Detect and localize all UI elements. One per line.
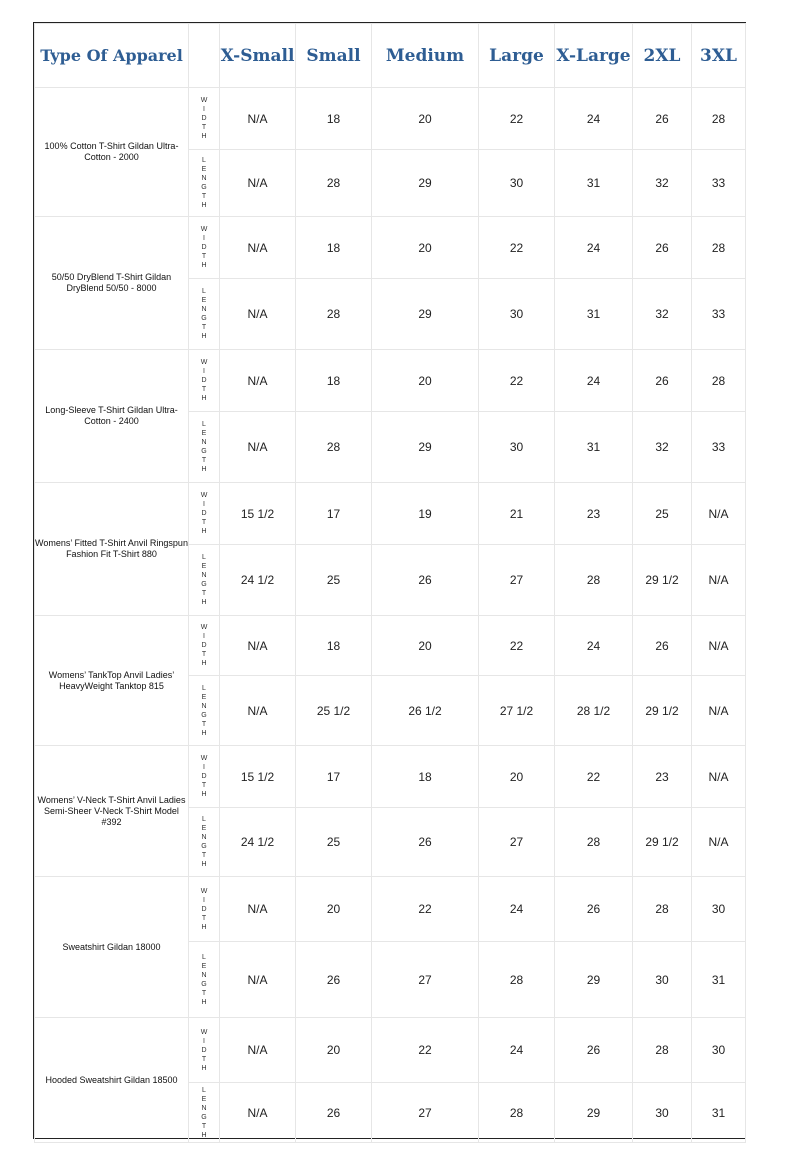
length-value-cell: 31 <box>555 150 633 217</box>
length-value-cell: 32 <box>633 412 692 483</box>
width-value-cell: 20 <box>296 1018 372 1083</box>
length-value-cell: 33 <box>692 150 746 217</box>
width-value-cell: 20 <box>479 746 555 808</box>
width-value-cell: 22 <box>479 217 555 279</box>
length-value-cell: 27 <box>372 942 479 1018</box>
width-value-cell: 20 <box>372 616 479 676</box>
header-size-x-large: X-Large <box>555 24 633 88</box>
width-value-cell: N/A <box>220 616 296 676</box>
length-value-cell: 26 <box>296 942 372 1018</box>
width-value-cell: 28 <box>633 877 692 942</box>
header-size-3xl: 3XL <box>692 24 746 88</box>
width-value-cell: 22 <box>555 746 633 808</box>
apparel-name: Womens’ V-Neck T-Shirt Anvil Ladies Semi-Sheer V-Neck T-Shirt Model #392 <box>35 746 189 877</box>
length-value-cell: 30 <box>479 279 555 350</box>
width-value-cell: 18 <box>296 616 372 676</box>
width-value-cell: 26 <box>555 1018 633 1083</box>
apparel-name: Sweatshirt Gildan 18000 <box>35 877 189 1018</box>
length-value-cell: 24 1/2 <box>220 808 296 877</box>
length-value-cell: N/A <box>220 412 296 483</box>
width-value-cell: 18 <box>296 217 372 279</box>
length-value-cell: 30 <box>633 942 692 1018</box>
length-value-cell: 29 <box>372 279 479 350</box>
header-size-small: Small <box>296 24 372 88</box>
length-value-cell: 33 <box>692 279 746 350</box>
length-value-cell: 28 <box>555 545 633 616</box>
length-value-cell: 30 <box>633 1083 692 1143</box>
width-value-cell: 19 <box>372 483 479 545</box>
width-value-cell: 26 <box>555 877 633 942</box>
width-value-cell: 24 <box>479 1018 555 1083</box>
length-value-cell: 27 <box>479 808 555 877</box>
width-value-cell: 24 <box>555 217 633 279</box>
length-value-cell: 26 <box>372 545 479 616</box>
length-label: L E N G T H <box>189 676 220 746</box>
apparel-name: Womens’ TankTop Anvil Ladies’ HeavyWeight Tanktop 815 <box>35 616 189 746</box>
length-value-cell: 29 1/2 <box>633 676 692 746</box>
length-value-cell: N/A <box>220 1083 296 1143</box>
width-value-cell: 18 <box>296 350 372 412</box>
width-value-cell: 24 <box>555 616 633 676</box>
size-chart-body <box>35 88 746 1143</box>
length-value-cell: N/A <box>692 545 746 616</box>
length-value-cell: 29 <box>372 150 479 217</box>
width-value-cell: 28 <box>692 88 746 150</box>
width-value-cell: 23 <box>633 746 692 808</box>
length-value-cell: 31 <box>555 279 633 350</box>
width-value-cell: 26 <box>633 350 692 412</box>
length-value-cell: N/A <box>220 279 296 350</box>
header-size-large: Large <box>479 24 555 88</box>
length-value-cell: 28 <box>296 150 372 217</box>
width-value-cell: 22 <box>479 350 555 412</box>
header-size-x-small: X-Small <box>220 24 296 88</box>
width-label: W I D T H <box>189 217 220 279</box>
length-value-cell: 31 <box>692 942 746 1018</box>
width-value-cell: N/A <box>692 746 746 808</box>
width-label: W I D T H <box>189 1018 220 1083</box>
length-value-cell: 30 <box>479 412 555 483</box>
length-value-cell: 29 1/2 <box>633 545 692 616</box>
header-dimension-spacer <box>189 24 220 88</box>
header-size-2xl: 2XL <box>633 24 692 88</box>
length-value-cell: 28 <box>296 412 372 483</box>
width-value-cell: 21 <box>479 483 555 545</box>
width-value-cell: N/A <box>220 217 296 279</box>
length-value-cell: 28 <box>296 279 372 350</box>
width-value-cell: 18 <box>372 746 479 808</box>
length-label: L E N G T H <box>189 279 220 350</box>
width-label: W I D T H <box>189 877 220 942</box>
length-value-cell: 33 <box>692 412 746 483</box>
length-value-cell: 24 1/2 <box>220 545 296 616</box>
header-type-of-apparel: Type Of Apparel <box>35 24 189 88</box>
apparel-name: 100% Cotton T-Shirt Gildan Ultra-Cotton - 2000 <box>35 88 189 217</box>
length-value-cell: 25 <box>296 545 372 616</box>
width-label: W I D T H <box>189 746 220 808</box>
width-value-cell: 20 <box>372 217 479 279</box>
width-label: W I D T H <box>189 483 220 545</box>
apparel-name: Long-Sleeve T-Shirt Gildan Ultra-Cotton - 2400 <box>35 350 189 483</box>
length-value-cell: 25 <box>296 808 372 877</box>
width-value-cell: 24 <box>479 877 555 942</box>
width-value-cell: 22 <box>479 88 555 150</box>
length-value-cell: N/A <box>692 676 746 746</box>
apparel-name: 50/50 DryBlend T-Shirt Gildan DryBlend 50/50 - 8000 <box>35 217 189 350</box>
length-label: L E N G T H <box>189 942 220 1018</box>
width-value-cell: 22 <box>372 1018 479 1083</box>
length-label: L E N G T H <box>189 1083 220 1143</box>
width-value-cell: 18 <box>296 88 372 150</box>
length-label: L E N G T H <box>189 150 220 217</box>
length-value-cell: 29 1/2 <box>633 808 692 877</box>
width-value-cell: 26 <box>633 88 692 150</box>
length-value-cell: 31 <box>555 412 633 483</box>
width-value-cell: 22 <box>372 877 479 942</box>
header-size-medium: Medium <box>372 24 479 88</box>
width-value-cell: 30 <box>692 877 746 942</box>
width-label: W I D T H <box>189 616 220 676</box>
length-value-cell: 28 <box>555 808 633 877</box>
length-value-cell: 26 <box>372 808 479 877</box>
width-value-cell: 26 <box>633 616 692 676</box>
length-value-cell: 28 <box>479 1083 555 1143</box>
apparel-name: Womens’ Fitted T-Shirt Anvil Ringspun Fashion Fit T-Shirt 880 <box>35 483 189 616</box>
length-value-cell: 32 <box>633 279 692 350</box>
size-chart-table <box>34 23 746 1143</box>
length-value-cell: 29 <box>372 412 479 483</box>
width-value-cell: 24 <box>555 88 633 150</box>
width-label: W I D T H <box>189 88 220 150</box>
width-value-cell: 25 <box>633 483 692 545</box>
length-value-cell: 27 <box>479 545 555 616</box>
width-value-cell: 20 <box>372 350 479 412</box>
width-value-cell: 22 <box>479 616 555 676</box>
length-label: L E N G T H <box>189 412 220 483</box>
length-value-cell: 28 1/2 <box>555 676 633 746</box>
width-value-cell: N/A <box>220 877 296 942</box>
length-value-cell: 30 <box>479 150 555 217</box>
width-value-cell: 28 <box>692 350 746 412</box>
width-value-cell: N/A <box>220 350 296 412</box>
length-value-cell: 26 1/2 <box>372 676 479 746</box>
length-value-cell: 27 <box>372 1083 479 1143</box>
width-label: W I D T H <box>189 350 220 412</box>
width-value-cell: 23 <box>555 483 633 545</box>
width-value-cell: N/A <box>692 616 746 676</box>
length-value-cell: 27 1/2 <box>479 676 555 746</box>
length-value-cell: 25 1/2 <box>296 676 372 746</box>
width-value-cell: 28 <box>633 1018 692 1083</box>
width-value-cell: N/A <box>220 1018 296 1083</box>
length-value-cell: N/A <box>220 676 296 746</box>
width-value-cell: 17 <box>296 746 372 808</box>
length-value-cell: N/A <box>220 942 296 1018</box>
width-value-cell: 20 <box>372 88 479 150</box>
length-value-cell: 32 <box>633 150 692 217</box>
width-value-cell: N/A <box>220 88 296 150</box>
width-value-cell: 28 <box>692 217 746 279</box>
length-value-cell: 28 <box>479 942 555 1018</box>
width-value-cell: 15 1/2 <box>220 746 296 808</box>
length-value-cell: 31 <box>692 1083 746 1143</box>
width-value-cell: 24 <box>555 350 633 412</box>
width-value-cell: 30 <box>692 1018 746 1083</box>
length-value-cell: 26 <box>296 1083 372 1143</box>
width-value-cell: 26 <box>633 217 692 279</box>
length-value-cell: N/A <box>692 808 746 877</box>
width-value-cell: 15 1/2 <box>220 483 296 545</box>
length-value-cell: 29 <box>555 942 633 1018</box>
size-chart <box>33 22 746 1139</box>
width-value-cell: 20 <box>296 877 372 942</box>
length-value-cell: N/A <box>220 150 296 217</box>
length-value-cell: 29 <box>555 1083 633 1143</box>
apparel-name: Hooded Sweatshirt Gildan 18500 <box>35 1018 189 1143</box>
width-value-cell: N/A <box>692 483 746 545</box>
length-label: L E N G T H <box>189 545 220 616</box>
width-value-cell: 17 <box>296 483 372 545</box>
length-label: L E N G T H <box>189 808 220 877</box>
